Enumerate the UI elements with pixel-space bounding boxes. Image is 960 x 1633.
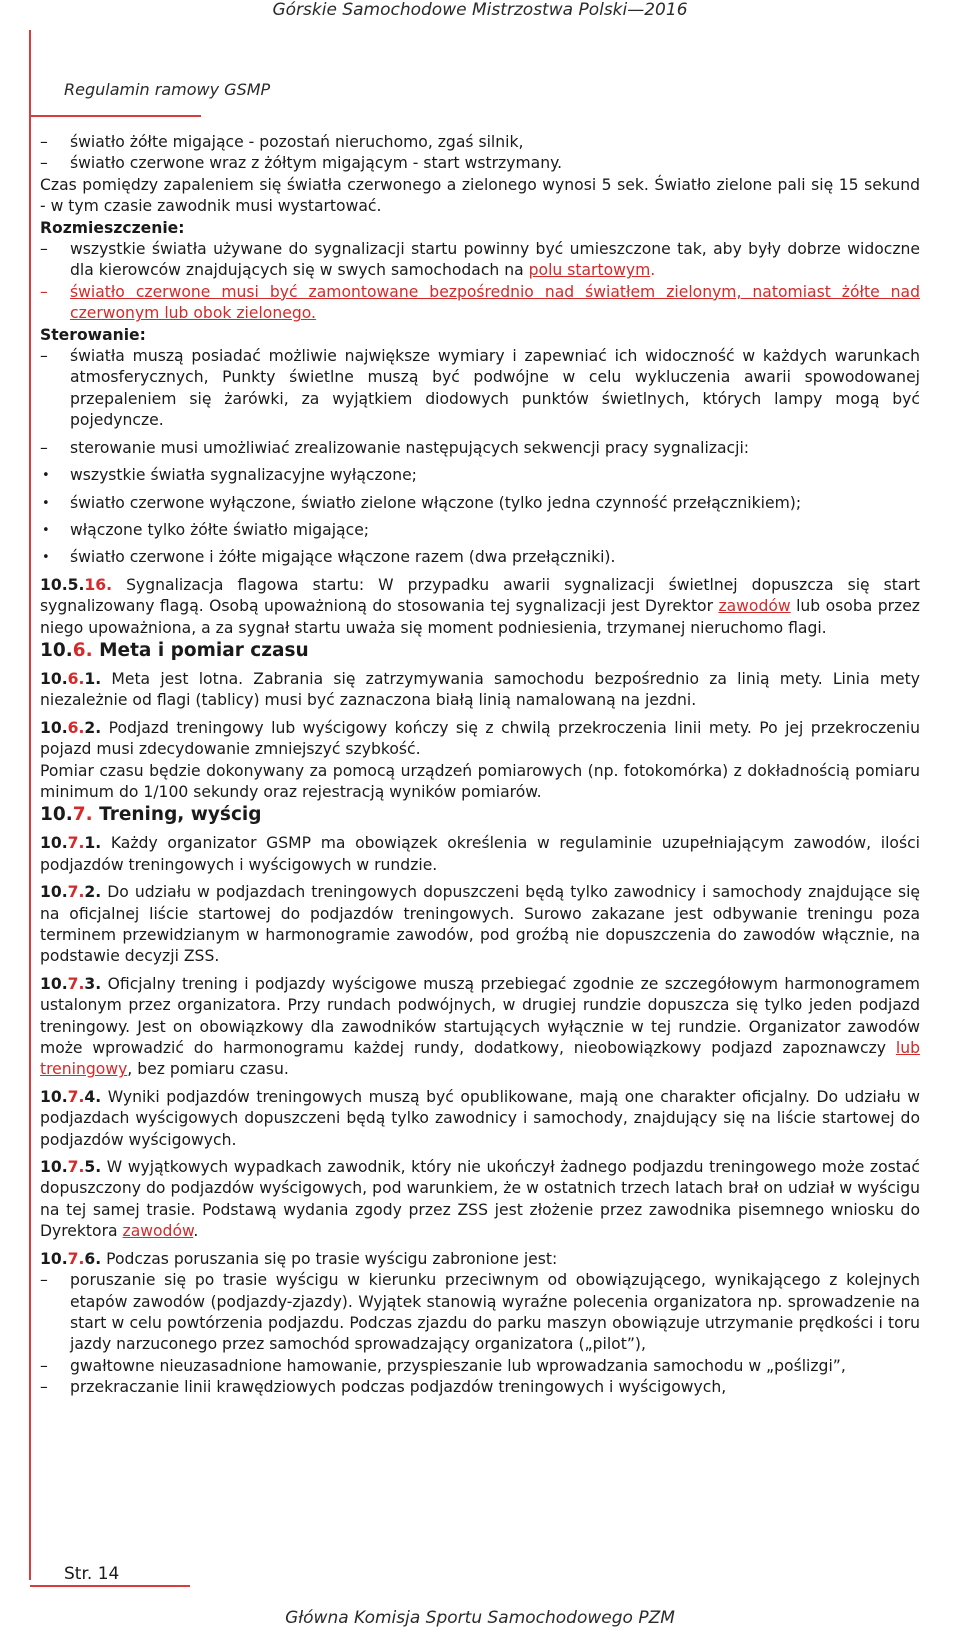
list-item — [40, 1377, 920, 1398]
dash-marker: – — [40, 1378, 48, 1397]
dash-marker: – — [40, 154, 48, 173]
section-number: 10.6.2. — [40, 718, 102, 737]
dash-marker: – — [40, 1356, 48, 1375]
list-item — [40, 239, 920, 282]
placement-heading: Rozmieszczenie: — [40, 218, 185, 237]
inline-link[interactable]: zawodów — [718, 597, 791, 616]
bullet-item-text: włączone tylko żółte światło migające; — [70, 520, 370, 539]
section-number: 10.7.5. — [40, 1158, 102, 1177]
bullet-marker: • — [42, 522, 50, 538]
dash-marker: – — [40, 282, 48, 301]
section-10-6-1: 10.6.1. Meta jest lotna. Zabrania się zatrzymywania samochodu bezpośrednio za linią mety. Linia mety niezależnie od flagi (tablicy) musi być zaznaczona białą linią namalowaną na jezdni. — [40, 669, 920, 710]
bullet-item-text: światło czerwone wyłączone, światło zielone włączone (tylko jedna czynność przełącznikiem); — [70, 493, 802, 512]
document-body — [40, 132, 920, 1399]
bullet-marker: • — [42, 495, 50, 511]
list-item — [40, 346, 920, 432]
section-number: 10.7.6. — [40, 1249, 102, 1268]
bullet-item — [40, 493, 920, 514]
timing-measurement-paragraph: Pomiar czasu będzie dokonywany za pomocą urządzeń pomiarowych (np. fotokomórka) z dokładnością pomiaru minimum do 1/100 sekundy oraz rejestracją wyników pomiarów. — [40, 761, 920, 801]
inline-link[interactable]: lub treningowy — [40, 1039, 920, 1079]
section-number: 10.7.3. — [40, 974, 102, 993]
dash-marker: – — [40, 240, 48, 259]
section-number: 10.7.4. — [40, 1087, 102, 1106]
list-item-text: światło czerwone wraz z żółtym migającym - start wstrzymany. — [70, 154, 563, 173]
bullet-item — [40, 520, 920, 541]
list-item — [40, 282, 920, 325]
control-heading: Sterowanie: — [40, 325, 146, 344]
section-number: 10.5.16. — [40, 575, 113, 594]
bullet-marker: • — [42, 468, 50, 484]
bullet-item-text: światło czerwone i żółte migające włączone razem (dwa przełączniki). — [70, 548, 616, 567]
section-heading-10-7: 10.7. Trening, wyścig — [40, 804, 262, 826]
dash-marker: – — [40, 438, 48, 457]
bullet-item — [40, 547, 920, 568]
list-item-text: poruszanie się po trasie wyścigu w kierunku przeciwnym od obowiązującego, wynikającego z kolejnych etapów zawodów (podjazdy-zjazdy). Wyjątek stanowią wyraźne polecenia organizatora np. sprowadzenie na start w celu powtórzenia podjazdu. Podczas zjazdu do parku maszyn obowiązuje utrzymanie prędkości i toru jazdy narzuconego przez samochód sprowadzający organizatora („pilot”), — [70, 1271, 920, 1354]
header-subtitle: Regulamin ramowy GSMP — [64, 80, 271, 99]
page-number: Str. 14 — [64, 1564, 120, 1584]
list-item — [40, 132, 920, 153]
list-item-text: . — [650, 261, 656, 280]
section-10-7-1: 10.7.1. Każdy organizator GSMP ma obowiązek określenia w regulaminie uzupełniającym zawodów, ilości podjazdów treningowych i wyścigowych w rundzie. — [40, 834, 920, 874]
bullet-marker: • — [42, 550, 50, 566]
dash-marker: – — [40, 347, 48, 366]
section-10-7-2: 10.7.2. Do udziału w podjazdach treningowych dopuszczeni będą tylko zawodnicy i samochody znajdujące się na oficjalnej liście startowej do podjazdów treningowych. Surowo zakazane jest odbywanie treningu poza terminem przewidzianym w harmonogramie zawodów, pod groźbą nie dopuszczenia do zawodów włącznie, na podstawie decyzji ZSS. — [40, 883, 920, 966]
footer-rule — [30, 1585, 190, 1587]
list-item-text: sterowanie musi umożliwiać zrealizowanie następujących sekwencji pracy sygnalizacji: — [70, 438, 750, 457]
section-number: 10.6.1. — [40, 669, 102, 688]
section-10-7-5: 10.7.5. W wyjątkowych wypadkach zawodnik, który nie ukończył żadnego podjazdu treningowego może zostać dopuszczony do podjazdów wyścigowych, pod warunkiem, że w ostatnich trzech latach brał on udział w wyścigu na tej samej trasie. Podstawą wydania zgody przez ZSS jest złożenie przez zawodnika pisemnego wniosku do Dyrektora zawodów. — [40, 1158, 920, 1241]
header-title: Górskie Samochodowe Mistrzostwa Polski—2016 — [272, 0, 688, 20]
section-number: 10.7.2. — [40, 883, 102, 902]
list-item-text: światło czerwone musi być zamontowane bezpośrednio nad światłem zielonym, natomiast żółte nad czerwonym lub obok zielonego. — [70, 282, 920, 323]
section-10-7-6: 10.7.6. Podczas poruszania się po trasie wyścigu zabronione jest: — [40, 1249, 558, 1268]
section-number: 10.7.1. — [40, 834, 102, 853]
inline-link[interactable]: zawodów — [122, 1222, 194, 1241]
list-item-text: gwałtowne nieuzasadnione hamowanie, przyspieszanie lub wprowadzania samochodu w „poślizgi”, — [70, 1356, 846, 1375]
section-10-7-4: 10.7.4. Wyniki podjazdów treningowych muszą być opublikowane, mają one charakter oficjalny. Do udziału w podjazdach wyścigowych dopuszczeni będą tylko zawodnicy i samochody, znajdujący się na liście startowej do podjazdów wyścigowych. — [40, 1087, 920, 1149]
list-item — [40, 153, 920, 174]
list-item — [40, 1356, 920, 1377]
bullet-item-text: wszystkie światła sygnalizacyjne wyłączone; — [70, 466, 417, 485]
list-item-text: przekraczanie linii krawędziowych podczas podjazdów treningowych i wyścigowych, — [70, 1378, 727, 1397]
list-item — [40, 438, 920, 459]
section-10-7-3: 10.7.3. Oficjalny trening i podjazdy wyścigowe muszą przebiegać zgodnie ze szczegółowym harmonogramem ustalonym przez organizatora. Przy rundach podwójnych, w drugiej rundzie dopuszcza się tylko jeden podjazd treningowy. Jest on obowiązkowy dla zawodników startujących wyłącznie w tej rundzie. Organizator zawodów może wprowadzić do harmonogramu każdej rundy, dodatkowy, nieobowiązkowy podjazd zapoznawczy lub treningowy, bez pomiaru czasu. — [40, 974, 920, 1079]
inline-link[interactable]: polu startowym — [528, 261, 651, 280]
footer-organization: Główna Komisja Sportu Samochodowego PZM — [285, 1608, 675, 1628]
section-heading-10-6: 10.6. Meta i pomiar czasu — [40, 639, 309, 661]
list-item-text: światło żółte migające - pozostań nieruchomo, zgaś silnik, — [70, 133, 524, 151]
dash-marker: – — [40, 133, 48, 151]
list-item-text: światła muszą posiadać możliwie największe wymiary i zapewniać ich widoczność w każdych warunkach atmosferycznych, Punkty świetlne muszą być podwójne w celu wykluczenia awarii spowodowanej przepaleniem się żarówki, za wyjątkiem diodowych punktów świetlnych, których lampy mogą być pojedyncze. — [70, 347, 920, 430]
margin-rule-vertical — [29, 30, 31, 1580]
bullet-item — [40, 465, 920, 486]
section-10-6-2: 10.6.2. Podjazd treningowy lub wyścigowy kończy się z chwilą przekroczenia linii mety. Po jej przekroczeniu pojazd musi zdecydowanie zmniejszyć szybkość. — [40, 718, 920, 759]
list-item-text: wszystkie światła używane do sygnalizacji startu powinny być umieszczone tak, aby były dobrze widoczne dla kierowców znajdujących się w swych samochodach na — [70, 240, 920, 280]
timing-paragraph: Czas pomiędzy zapaleniem się światła czerwonego a zielonego wynosi 5 sek. Światło zielone pali się 15 sekund - w tym czasie zawodnik musi wystartować. — [40, 175, 920, 216]
header-rule — [29, 115, 201, 117]
section-10-5-16: 10.5.16. Sygnalizacja flagowa startu: W przypadku awarii sygnalizacji świetlnej dopuszcza się start sygnalizowany flagą. Osobą upoważnioną do stosowania tej sygnalizacji jest Dyrektor zawodów lub osoba przez niego upoważniona, a za sygnał startu uważa się moment podniesienia, trzymanej nieruchomo flagi. — [40, 575, 920, 637]
list-item — [40, 1270, 920, 1356]
dash-marker: – — [40, 1271, 48, 1290]
